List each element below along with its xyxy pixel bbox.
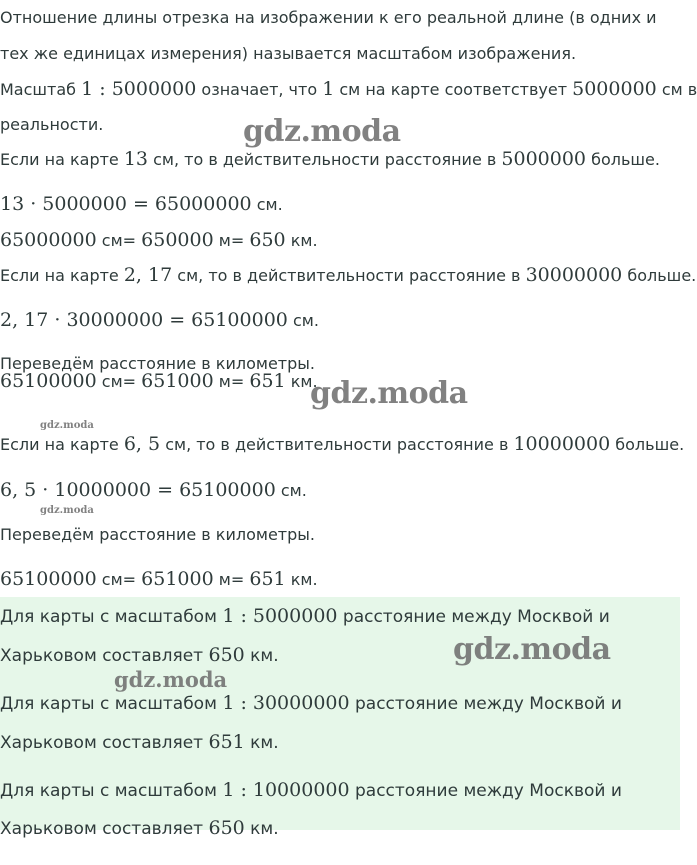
answer-2-line-1: Для карты с масштабом 1 : 30000000 расстояние между Москвой и [0, 692, 622, 714]
answer-1-line-2: Харьковом составляет 650 км. [0, 644, 279, 666]
watermark-logo: gdz.moda [310, 376, 468, 411]
watermark-logo: gdz.moda [243, 114, 401, 149]
watermark-logo: gdz.moda [114, 667, 228, 692]
watermark-logo: gdz.moda [453, 632, 611, 667]
case-2-convert-note: Переведём расстояние в километры. [0, 354, 315, 373]
case-3-equation: 6, 5 · 10000000 = 65100000 см. [0, 479, 307, 501]
case-3-convert-note: Переведём расстояние в километры. [0, 525, 315, 544]
case-1-equation: 13 · 5000000 = 65000000 см. [0, 193, 283, 215]
case-1-statement: Если на карте 13 см, то в действительности расстояние в 5000000 больше. [0, 148, 660, 170]
case-1-conversion: 65000000 см= 650000 м= 650 км. [0, 229, 318, 251]
scale-meaning-line-1: Масштаб 1 : 5000000 означает, что 1 см на карте соответствует 5000000 см в [0, 78, 697, 100]
case-2-statement: Если на карте 2, 17 см, то в действительности расстояние в 30000000 больше. [0, 264, 697, 286]
answer-1-line-1: Для карты с масштабом 1 : 5000000 расстояние между Москвой и [0, 605, 610, 627]
case-2-equation: 2, 17 · 30000000 = 65100000 см. [0, 309, 319, 331]
case-2-conversion: 65100000 см= 651000 м= 651 км. [0, 370, 318, 392]
definition-line-1: Отношение длины отрезка на изображении к его реальной длине (в одних и [0, 8, 657, 27]
answer-2-line-2: Харьковом составляет 651 км. [0, 731, 279, 753]
answer-3-line-1: Для карты с масштабом 1 : 10000000 расстояние между Москвой и [0, 779, 622, 801]
watermark-logo: gdz.moda [40, 505, 94, 516]
case-3-statement: Если на карте 6, 5 см, то в действительности расстояние в 10000000 больше. [0, 433, 685, 455]
watermark-logo: gdz.moda [40, 420, 94, 431]
answer-3-line-2: Харьковом составляет 650 км. [0, 817, 279, 839]
scale-meaning-line-2: реальности. [0, 115, 104, 134]
case-3-conversion: 65100000 см= 651000 м= 651 км. [0, 568, 318, 590]
definition-line-2: тех же единицах измерения) называется масштабом изображения. [0, 44, 577, 63]
